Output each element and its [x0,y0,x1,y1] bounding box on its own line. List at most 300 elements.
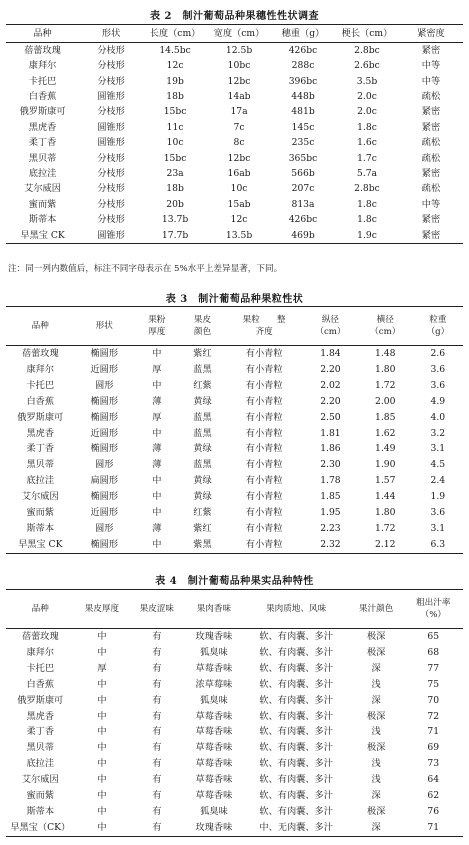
table-cell: 有 [152,726,162,738]
table-cell: 圆形 [95,459,114,471]
table-cell: 1.62 [375,427,396,439]
table-row [6,629,463,645]
column-header: 果皮 颜色 [180,307,226,346]
table-cell: 14ab [227,91,251,103]
table-cell: 极深 [366,647,386,658]
table-cell: 77 [427,662,440,674]
table-cell: 蓓蕾玫瑰 [21,631,59,643]
table-cell: 黑虎香 [26,427,55,439]
table-cell: 3.6 [430,379,446,391]
table-cell: 草莓香味 [195,790,233,802]
table-cell: 软、有肉囊、多汁 [259,774,333,786]
table-cell: 2.6bc [354,60,380,72]
table-cell: 蓝黑 [193,364,212,375]
table-cell: 圆锥形 [79,228,143,244]
table-cell: 软、有肉囊、多汁 [259,631,333,643]
table3 [6,306,463,554]
table-cell: 2.00 [375,395,396,407]
table-cell: 12bc [227,152,251,164]
table-cell: 有 [152,805,162,817]
table-cell: 蜜而紫 [26,790,55,802]
table4-body [6,629,463,837]
table-cell: 草莓香味 [195,726,233,738]
table-row [6,166,463,181]
table-row [6,521,463,537]
table-cell: 软、有肉囊、多汁 [259,710,333,722]
table-cell: 椭圆形 [90,443,119,455]
table-cell: 分枝形 [97,198,125,210]
table-cell: 2.12 [358,537,413,553]
table-cell: 紧密 [421,214,441,226]
table-cell: 圆锥形 [97,91,125,103]
table-cell: 3.6 [430,364,446,375]
table-cell: 玫瑰香味 [184,820,243,836]
table-cell: 有 [129,820,184,836]
table-row [6,74,463,89]
table-cell: 2.30 [320,459,341,471]
table-cell: 17.7b [143,228,207,244]
column-header: 品种 [6,590,75,629]
table-cell: 草莓香味 [195,774,233,786]
table-cell: 黄绿 [193,395,212,407]
table-cell: 中等 [421,60,441,72]
column-header: 横径 （cm） [358,307,413,346]
table-cell: 俄罗斯康可 [19,106,66,118]
table-cell: 中 [97,758,107,770]
table-cell: 蜜而紫 [26,507,55,519]
column-header: 果汁颜色 [349,590,404,629]
table-cell: 2.50 [320,411,341,423]
table-cell: 厚 [97,662,107,674]
table-cell: 4.0 [430,411,446,423]
table-cell: 白香蕉 [28,91,57,103]
column-header: 宽度（cm） [207,25,271,43]
table-cell: 1.81 [320,427,341,439]
table-row [6,708,463,724]
table-cell: 紫红 [193,348,212,360]
column-header: 梗长（cm） [335,25,399,43]
table-cell: 2.20 [320,395,341,407]
table-row [6,537,463,553]
table-cell: 70 [427,694,440,706]
table-cell: 1.85 [375,411,396,423]
table-cell: 75 [427,678,440,690]
table-cell: 椭圆形 [90,348,119,360]
table2-header-row [6,25,463,43]
table-cell: 72 [427,710,440,722]
table-cell: 紧密 [399,228,463,244]
table-cell: 10bc [227,60,251,72]
table-cell: 426bc [288,44,318,56]
table-cell: 2.4 [430,475,446,487]
table-cell: 中等 [421,75,441,87]
table-cell: 1.57 [375,475,396,487]
table-cell: 柔丁香 [28,137,57,149]
table3-body [6,346,463,554]
table-cell: 有 [152,710,162,722]
table-cell: 深 [371,790,381,802]
table-cell: 1.84 [320,348,341,360]
table-cell: 近圆形 [90,427,119,439]
table-cell: 8c [233,137,245,149]
table-cell: 18b [166,183,184,195]
table-cell: 紧密 [421,167,441,179]
table-cell: 中 [97,742,107,754]
table-cell: 狐臭味 [200,805,228,817]
table-cell: 14.5bc [159,44,191,56]
table-row [6,151,463,166]
table-cell: 卡托巴 [26,379,55,391]
table-cell: 1.9c [335,228,399,244]
table-cell: 中 [97,678,107,690]
table-cell: 中 [97,805,107,817]
table-cell: 椭圆形 [90,491,119,503]
table-cell: 艾尔威因 [21,774,59,786]
table-cell: 1.9 [430,491,446,503]
table-cell: 紧密 [421,44,441,56]
table-cell: 1.90 [375,459,396,471]
table-cell: 2.0c [357,91,377,103]
table-cell: 分枝形 [97,167,125,179]
table-row [6,661,463,677]
table-cell: 软、有肉囊、多汁 [259,742,333,754]
table-cell: 软、有肉囊、多汁 [259,647,333,658]
table-cell: 12bc [227,75,251,87]
table-row [6,58,463,73]
table-cell: 深 [371,694,381,706]
table-cell: 蓝黑 [193,427,212,439]
table-cell: 有 [152,742,162,754]
table-cell: 71 [427,726,440,738]
table-cell: 蓝黑 [193,459,212,471]
table-cell: 813a [291,198,315,210]
table-cell: 分枝形 [97,44,125,56]
table-cell: 有小青粒 [245,348,283,360]
table-cell: 4.9 [430,395,446,407]
table-cell: 有小青粒 [245,475,283,487]
table-cell: 有小青粒 [245,427,283,439]
table-cell: 18b [166,91,184,103]
table-cell: 207c [291,183,315,195]
table-cell: 黑贝蒂 [26,742,55,754]
table-cell: 有 [152,758,162,770]
table-cell: 3.6 [430,507,446,519]
table-cell: 底拉洼 [28,167,57,179]
table-cell: 1.72 [375,522,396,534]
table-cell: 软、有肉囊、多汁 [259,758,333,770]
column-header: 长度（cm） [143,25,207,43]
table-cell: 2.20 [320,364,341,375]
table-row [6,645,463,661]
table-cell: 288c [291,60,315,72]
table-cell: 2.8bc [354,44,380,56]
table-cell: 中 [152,427,162,439]
table-cell: 2.8bc [354,183,380,195]
table-row [6,441,463,457]
table-cell: 早黑宝 CK [6,537,75,553]
table-cell: 481b [291,106,315,118]
table-cell: 康拜尔 [28,60,57,72]
table-cell: 中 [152,507,162,519]
table-row [6,378,463,394]
table-row [6,362,463,378]
table-cell: 白香蕉 [26,395,55,407]
table-cell: 2.6 [430,348,446,360]
table-cell: 中 [152,348,162,360]
table-cell: 有小青粒 [245,364,283,375]
table-cell: 草莓香味 [195,758,233,770]
table-row [6,473,463,489]
table-cell: 23a [166,167,184,179]
table-row [6,43,463,59]
table-cell: 蓓蕾玫瑰 [21,348,59,360]
table-cell: 11c [166,121,184,133]
table-row [6,788,463,804]
table-cell: 黄绿 [193,475,212,487]
table-cell: 俄罗斯康可 [17,694,64,706]
table-cell: 有 [152,774,162,786]
table-cell: 有 [152,647,162,658]
table-cell: 浅 [371,678,381,690]
table-cell: 有 [152,631,162,643]
table-cell: 俄罗斯康可 [17,411,64,423]
table-cell: 有 [152,678,162,690]
table-cell: 薄 [152,395,162,407]
table-row [6,804,463,820]
table-cell: 黄绿 [193,491,212,503]
table-cell: 3.1 [430,443,446,455]
table-cell: 疏松 [421,137,441,149]
table-cell: 狐臭味 [200,647,228,658]
table-cell: 厚 [152,364,162,375]
table-cell: 圆锥形 [97,121,125,133]
table-cell: 中 [97,694,107,706]
table-cell: 中 [152,379,162,391]
table-cell: 2.23 [320,522,341,534]
table-cell: 469b [271,228,335,244]
table-cell: 1.72 [375,379,396,391]
table2-body [6,43,463,244]
table-cell: 黑贝蒂 [26,459,55,471]
table-cell: 紧密 [421,121,441,133]
table-cell: 底拉洼 [26,758,55,770]
table-cell: 浅 [371,774,381,786]
table-row [6,457,463,473]
table-cell: 5.7a [356,167,378,179]
table-cell: 3.5b [356,75,378,87]
table-cell: 6.3 [413,537,463,553]
table-cell: 圆形 [95,379,114,391]
table-cell: 65 [427,631,440,643]
table-cell: 71 [404,820,463,836]
table-cell: 极深 [366,805,386,817]
table-cell: 1.8c [357,214,377,226]
table-cell: 有 [152,662,162,674]
table-row [6,346,463,362]
table-row [6,182,463,197]
table-cell: 浅 [371,758,381,770]
table-cell: 早黑宝 CK [6,228,79,244]
table-cell: 软、有肉囊、多汁 [259,662,333,674]
table-cell: 圆形 [95,522,114,534]
table-cell: 卡托巴 [28,75,57,87]
column-header: 果皮厚度 [75,590,130,629]
table-cell: 1.85 [320,491,341,503]
table-cell: 近圆形 [90,507,119,519]
table-cell: 10c [166,137,184,149]
table-cell: 13.5b [207,228,271,244]
table-cell: 64 [427,774,440,786]
table-cell: 中等 [421,198,441,210]
table-cell: 中 [152,491,162,503]
table-cell: 薄 [152,443,162,455]
table-cell: 玫瑰香味 [195,631,233,643]
table4-caption: 表 4 制汁葡萄品种果实品种特性 [155,576,314,587]
table-cell: 斯蒂本 [28,214,57,226]
table-cell: 中 [152,475,162,487]
table2-caption: 表 2 制汁葡萄品种果穗性性状调查 [150,11,319,22]
table-cell: 艾尔威因 [24,183,61,195]
table-cell: 疏松 [421,183,441,195]
table-cell: 有小青粒 [245,507,283,519]
table-cell: 分枝形 [97,214,125,226]
column-header: 果粉 厚度 [134,307,180,346]
table-cell: 极深 [366,742,386,754]
table-cell: 396bc [288,75,318,87]
table2-note: 注：同一列内数值后，标注不同字母表示在 5%水平上差异显著，下同。 [8,264,283,274]
table-row [6,489,463,505]
table-cell: 4.5 [430,459,446,471]
table-row [6,197,463,212]
table-cell: 62 [427,790,440,802]
table-cell: 蜜而紫 [28,198,57,210]
table-cell: 1.86 [320,443,341,455]
table-cell: 3.2 [430,427,446,439]
table2 [6,24,463,244]
table-cell: 365bc [288,152,318,164]
table-cell: 圆锥形 [97,137,125,149]
table-cell: 有小青粒 [245,491,283,503]
table-cell: 软、有肉囊、多汁 [259,678,333,690]
table-cell: 1.44 [375,491,396,503]
table-cell: 235c [291,137,315,149]
table-cell: 中 [97,790,107,802]
table-cell: 斯蒂本 [26,522,55,534]
table-cell: 15bc [163,106,187,118]
table-cell: 极深 [366,631,386,643]
table-row [6,820,463,836]
table-row [6,212,463,227]
column-header: 形状 [75,307,134,346]
table-cell: 黄绿 [193,443,212,455]
column-header: 果粒 整 齐度 [225,307,303,346]
table-cell: 12c [230,214,248,226]
table-cell: 1.6c [357,137,377,149]
table-cell: 近圆形 [90,364,119,375]
table-cell: 7c [233,121,245,133]
table-cell: 康拜尔 [26,647,55,658]
table-cell: 有 [152,694,162,706]
table-cell: 有小青粒 [245,522,283,534]
table4-header-row [6,590,463,629]
table-cell: 卡托巴 [26,662,55,674]
table-cell: 1.49 [375,443,396,455]
table-cell: 中 [97,710,107,722]
table-cell: 1.80 [375,507,396,519]
table-cell: 2.32 [303,537,358,553]
table-cell: 69 [427,742,440,754]
table-cell: 中 [134,537,180,553]
table-cell: 1.80 [375,364,396,375]
table-row [6,425,463,441]
table-cell: 中 [75,820,130,836]
table-cell: 145c [291,121,315,133]
table3-caption: 表 3 制汁葡萄品种果粒性状 [165,294,304,305]
table-row [6,772,463,788]
table-row [6,89,463,104]
table-cell: 13.7b [161,214,189,226]
table-cell: 中、无肉囊、多汁 [244,820,349,836]
table-row [6,677,463,693]
column-header: 品种 [6,307,75,346]
table-cell: 1.8c [357,121,377,133]
table-cell: 黑虎香 [28,121,57,133]
column-header: 果肉质地、风味 [244,590,349,629]
column-header: 果皮涩味 [129,590,184,629]
table-cell: 康拜尔 [26,364,55,375]
table-cell: 566b [291,167,315,179]
table-cell: 斯蒂本 [26,805,55,817]
table-cell: 有小青粒 [245,395,283,407]
table-cell: 红紫 [193,379,212,391]
table-cell: 椭圆形 [90,411,119,423]
table-row [6,410,463,426]
table-cell: 12c [166,60,184,72]
table-cell: 426bc [288,214,318,226]
table-cell: 深 [371,662,381,674]
table-cell: 疏松 [421,152,441,164]
table-cell: 极深 [366,710,386,722]
table-row [6,740,463,756]
table-cell: 17a [230,106,248,118]
table-cell: 76 [427,805,440,817]
table-cell: 软、有肉囊、多汁 [259,790,333,802]
column-header: 品种 [6,25,79,43]
column-header: 紧密度 [399,25,463,43]
table-cell: 有小青粒 [245,411,283,423]
column-header: 穗重（g） [271,25,335,43]
table-cell: 狐臭味 [200,694,228,706]
table-cell: 16ab [227,167,251,179]
table-cell: 12.5b [225,44,253,56]
table-cell: 中 [97,774,107,786]
table-cell: 1.78 [320,475,341,487]
table-cell: 软、有肉囊、多汁 [259,694,333,706]
table-cell: 分枝形 [97,60,125,72]
table-cell: 73 [427,758,440,770]
table-cell: 分枝形 [97,106,125,118]
table-cell: 有小青粒 [245,379,283,391]
table-cell: 浓草莓味 [195,678,233,690]
table-cell: 厚 [152,411,162,423]
table-cell: 分枝形 [97,183,125,195]
table-cell: 有小青粒 [245,459,283,471]
table-cell: 草莓香味 [195,710,233,722]
table-row [6,120,463,135]
table-cell: 中 [97,726,107,738]
table-cell: 15ab [227,198,251,210]
table3-header-row [6,307,463,346]
